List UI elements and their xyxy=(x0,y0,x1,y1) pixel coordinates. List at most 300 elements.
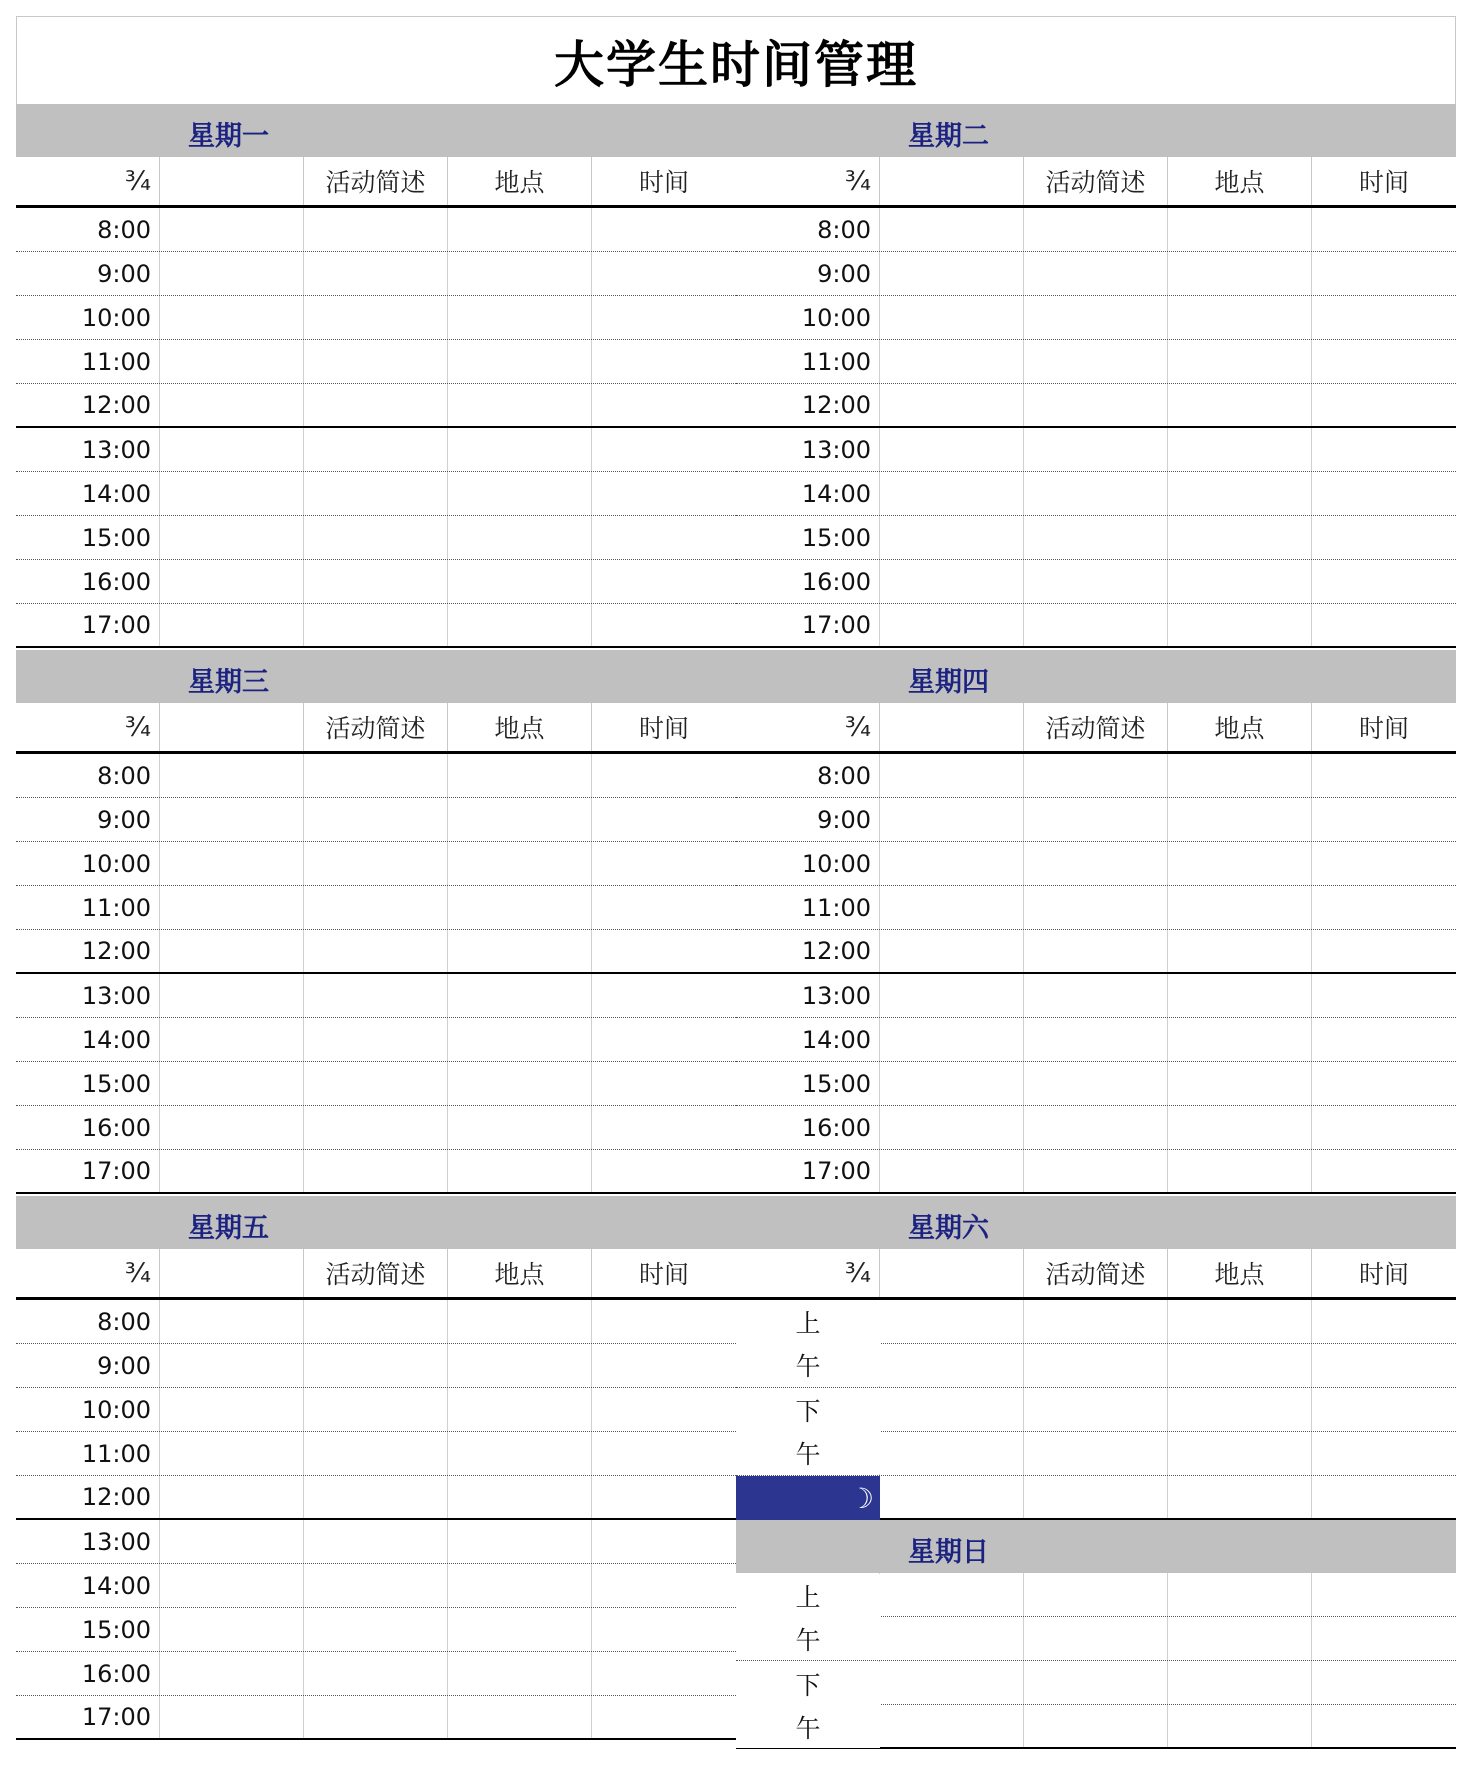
entry-cell[interactable] xyxy=(448,340,592,383)
entry-cell[interactable] xyxy=(1312,1432,1456,1475)
column-header-row xyxy=(16,157,736,208)
entry-cell[interactable] xyxy=(1312,1062,1456,1105)
entry-cell[interactable] xyxy=(1168,886,1312,929)
entry-cell[interactable] xyxy=(1024,842,1168,885)
entry-cell[interactable] xyxy=(1024,1106,1168,1149)
entry-cell[interactable] xyxy=(448,1106,592,1149)
entry-cell[interactable] xyxy=(1312,1661,1456,1704)
entry-cell[interactable] xyxy=(304,1652,448,1695)
entry-cell[interactable] xyxy=(880,340,1024,383)
entry-cell[interactable] xyxy=(1024,1705,1168,1747)
entry-cell[interactable] xyxy=(160,1608,304,1651)
entry-cell[interactable] xyxy=(1024,1018,1168,1061)
entry-cell[interactable] xyxy=(304,296,448,339)
entry-cell[interactable] xyxy=(448,974,592,1017)
entry-cell[interactable] xyxy=(592,974,736,1017)
time-label: 11:00 xyxy=(16,1432,160,1475)
entry-cell[interactable] xyxy=(1168,1476,1312,1518)
entry-cell[interactable] xyxy=(1312,604,1456,646)
entry-cell[interactable] xyxy=(592,428,736,471)
entry-cell[interactable] xyxy=(880,208,1024,251)
entry-cell[interactable] xyxy=(880,516,1024,559)
entry-cell[interactable] xyxy=(448,296,592,339)
entry-cell[interactable] xyxy=(880,798,1024,841)
day-block-wed xyxy=(16,650,736,1194)
entry-cell[interactable] xyxy=(1312,1344,1456,1387)
entry-cell[interactable] xyxy=(1312,1476,1456,1518)
entry-cell[interactable] xyxy=(1168,1432,1312,1475)
entry-cell[interactable] xyxy=(1168,974,1312,1017)
entry-cell[interactable] xyxy=(160,1062,304,1105)
entry-cell[interactable] xyxy=(1024,1300,1168,1343)
entry-cell[interactable] xyxy=(1024,1344,1168,1387)
entry-cell[interactable] xyxy=(160,798,304,841)
entry-cell[interactable] xyxy=(1312,428,1456,471)
entry-cell[interactable] xyxy=(448,1018,592,1061)
entry-cell[interactable] xyxy=(880,252,1024,295)
entry-cell[interactable] xyxy=(160,296,304,339)
entry-cell[interactable] xyxy=(880,296,1024,339)
entry-cell[interactable] xyxy=(448,428,592,471)
entry-cell[interactable] xyxy=(304,1018,448,1061)
entry-cell[interactable] xyxy=(1024,296,1168,339)
entry-cell[interactable] xyxy=(880,930,1024,972)
entry-cell[interactable] xyxy=(1168,252,1312,295)
entry-cell[interactable] xyxy=(880,1106,1024,1149)
entry-cell[interactable] xyxy=(1312,754,1456,797)
column-time: 时间 xyxy=(1358,714,1409,743)
entry-cell[interactable] xyxy=(1168,1617,1312,1660)
entry-cell[interactable] xyxy=(592,1520,736,1563)
time-row xyxy=(736,472,1456,516)
entry-cell[interactable] xyxy=(1024,1476,1168,1518)
entry-cell[interactable] xyxy=(304,1564,448,1607)
entry-cell[interactable] xyxy=(448,208,592,251)
entry-cell[interactable] xyxy=(592,296,736,339)
entry-cell[interactable] xyxy=(448,384,592,426)
entry-cell[interactable] xyxy=(304,208,448,251)
column-header-row xyxy=(736,157,1456,208)
entry-cell[interactable] xyxy=(1312,208,1456,251)
entry-cell[interactable] xyxy=(1312,930,1456,972)
entry-cell[interactable] xyxy=(448,930,592,972)
entry-cell[interactable] xyxy=(1312,252,1456,295)
entry-cell[interactable] xyxy=(592,1062,736,1105)
entry-cell[interactable] xyxy=(304,604,448,646)
time-label: 9:00 xyxy=(16,1344,160,1387)
entry-cell[interactable] xyxy=(1168,1661,1312,1704)
time-row xyxy=(736,1150,1456,1194)
entry-cell[interactable] xyxy=(592,1388,736,1431)
entry-cell[interactable] xyxy=(160,1300,304,1343)
entry-cell[interactable] xyxy=(448,886,592,929)
time-row xyxy=(16,754,736,798)
entry-cell[interactable] xyxy=(592,604,736,646)
entry-cell[interactable] xyxy=(160,886,304,929)
time-row xyxy=(16,1564,736,1608)
column-fraction: ¾ xyxy=(736,1249,880,1297)
entry-cell[interactable] xyxy=(1168,842,1312,885)
entry-cell[interactable] xyxy=(880,1150,1024,1192)
time-row xyxy=(16,1476,736,1520)
entry-cell[interactable] xyxy=(1168,1018,1312,1061)
entry-cell[interactable] xyxy=(304,384,448,426)
entry-cell[interactable] xyxy=(160,472,304,515)
entry-cell[interactable] xyxy=(304,1520,448,1563)
entry-cell[interactable] xyxy=(448,1344,592,1387)
entry-cell[interactable] xyxy=(160,1106,304,1149)
day-title: 星期一 xyxy=(188,121,269,152)
entry-cell[interactable] xyxy=(592,842,736,885)
entry-cell[interactable] xyxy=(1024,1617,1168,1660)
entry-cell[interactable] xyxy=(448,1608,592,1651)
entry-cell[interactable] xyxy=(304,886,448,929)
entry-cell[interactable] xyxy=(160,1696,304,1738)
entry-cell[interactable] xyxy=(880,604,1024,646)
time-row xyxy=(16,340,736,384)
entry-cell[interactable] xyxy=(880,1018,1024,1061)
entry-cell[interactable] xyxy=(160,516,304,559)
entry-cell[interactable] xyxy=(1168,1106,1312,1149)
time-row xyxy=(16,1344,736,1388)
entry-cell[interactable] xyxy=(1024,798,1168,841)
entry-cell[interactable] xyxy=(160,1344,304,1387)
entry-cell[interactable] xyxy=(592,1476,736,1518)
entry-cell[interactable] xyxy=(592,1150,736,1192)
time-label: 14:00 xyxy=(16,472,160,515)
entry-cell[interactable] xyxy=(592,886,736,929)
entry-cell[interactable] xyxy=(880,1617,1024,1660)
entry-cell[interactable] xyxy=(160,754,304,797)
entry-cell[interactable] xyxy=(448,604,592,646)
ampm-char: 上 xyxy=(795,1308,821,1338)
entry-cell[interactable] xyxy=(160,1476,304,1518)
entry-cell[interactable] xyxy=(1312,1617,1456,1660)
entry-cell[interactable] xyxy=(880,1432,1024,1475)
entry-cell[interactable] xyxy=(1312,842,1456,885)
entry-cell[interactable] xyxy=(592,930,736,972)
time-label: 12:00 xyxy=(16,930,160,972)
entry-cell[interactable] xyxy=(1168,472,1312,515)
entry-cell[interactable] xyxy=(304,798,448,841)
entry-cell[interactable] xyxy=(592,1106,736,1149)
entry-cell[interactable] xyxy=(160,974,304,1017)
entry-cell[interactable] xyxy=(1024,384,1168,426)
entry-cell[interactable] xyxy=(1024,1388,1168,1431)
time-label: 12:00 xyxy=(736,930,880,972)
time-label: 9:00 xyxy=(16,798,160,841)
ampm-char: 午 xyxy=(795,1713,821,1743)
entry-cell[interactable] xyxy=(1168,516,1312,559)
time-row xyxy=(736,886,1456,930)
entry-cell[interactable] xyxy=(1024,604,1168,646)
time-label: 15:00 xyxy=(736,516,880,559)
entry-cell[interactable] xyxy=(592,472,736,515)
entry-cell[interactable] xyxy=(304,516,448,559)
entry-cell[interactable] xyxy=(304,1696,448,1738)
entry-cell[interactable] xyxy=(880,1388,1024,1431)
column-blank xyxy=(880,703,1024,751)
day-header xyxy=(736,104,1456,157)
entry-cell[interactable] xyxy=(1024,886,1168,929)
entry-cell[interactable] xyxy=(880,974,1024,1017)
entry-cell[interactable] xyxy=(1024,754,1168,797)
entry-cell[interactable] xyxy=(592,1432,736,1475)
entry-cell[interactable] xyxy=(448,516,592,559)
time-row xyxy=(736,1062,1456,1106)
time-label: 8:00 xyxy=(16,1300,160,1343)
entry-cell[interactable] xyxy=(304,1300,448,1343)
entry-cell[interactable] xyxy=(1168,1150,1312,1192)
entry-cell[interactable] xyxy=(304,1388,448,1431)
entry-cell[interactable] xyxy=(304,252,448,295)
entry-cell[interactable] xyxy=(304,340,448,383)
entry-cell[interactable] xyxy=(880,1573,1024,1616)
entry-cell[interactable] xyxy=(448,1062,592,1105)
entry-cell[interactable] xyxy=(1024,252,1168,295)
entry-cell[interactable] xyxy=(1168,1062,1312,1105)
day-title: 星期日 xyxy=(908,1537,989,1568)
time-label: 13:00 xyxy=(16,974,160,1017)
entry-cell[interactable] xyxy=(1168,428,1312,471)
column-blank xyxy=(880,1249,1024,1297)
entry-cell[interactable] xyxy=(160,1388,304,1431)
timetable-sheet xyxy=(16,16,1456,1750)
entry-cell[interactable] xyxy=(160,384,304,426)
entry-cell[interactable] xyxy=(1024,1573,1168,1616)
entry-cell[interactable] xyxy=(1312,1705,1456,1747)
time-label: 13:00 xyxy=(736,428,880,471)
entry-cell[interactable] xyxy=(880,842,1024,885)
entry-cell[interactable] xyxy=(304,1344,448,1387)
entry-cell[interactable] xyxy=(1168,296,1312,339)
entry-cell[interactable] xyxy=(160,1018,304,1061)
entry-cell[interactable] xyxy=(1168,208,1312,251)
entry-cell[interactable] xyxy=(304,428,448,471)
entry-cell[interactable] xyxy=(160,1520,304,1563)
entry-cell[interactable] xyxy=(880,472,1024,515)
entry-cell[interactable] xyxy=(304,560,448,603)
entry-cell[interactable] xyxy=(160,1150,304,1192)
entry-cell[interactable] xyxy=(160,340,304,383)
entry-cell[interactable] xyxy=(304,1432,448,1475)
column-activity: 活动简述 xyxy=(1024,1249,1168,1297)
column-activity: 活动简述 xyxy=(304,157,448,205)
entry-cell[interactable] xyxy=(880,754,1024,797)
column-activity: 活动简述 xyxy=(304,1249,448,1297)
entry-cell[interactable] xyxy=(1168,560,1312,603)
entry-cell[interactable] xyxy=(160,428,304,471)
day-header xyxy=(736,650,1456,703)
entry-cell[interactable] xyxy=(304,974,448,1017)
entry-cell[interactable] xyxy=(448,754,592,797)
column-activity: 活动简述 xyxy=(304,703,448,751)
entry-cell[interactable] xyxy=(1024,428,1168,471)
entry-cell[interactable] xyxy=(1024,1661,1168,1704)
day-header xyxy=(16,104,736,157)
entry-cell[interactable] xyxy=(880,1705,1024,1747)
entry-cell[interactable] xyxy=(1168,798,1312,841)
time-row xyxy=(736,560,1456,604)
entry-cell[interactable] xyxy=(592,1564,736,1607)
time-label: 8:00 xyxy=(16,208,160,251)
entry-cell[interactable] xyxy=(448,1388,592,1431)
entry-cell[interactable] xyxy=(1312,472,1456,515)
time-row xyxy=(736,428,1456,472)
entry-cell[interactable] xyxy=(304,754,448,797)
entry-cell[interactable] xyxy=(1024,930,1168,972)
time-row xyxy=(16,560,736,604)
time-row xyxy=(736,754,1456,798)
entry-cell[interactable] xyxy=(160,842,304,885)
entry-cell[interactable] xyxy=(448,798,592,841)
entry-cell[interactable] xyxy=(1312,886,1456,929)
entry-cell[interactable] xyxy=(1312,1106,1456,1149)
day-block-mon xyxy=(16,104,736,648)
entry-cell[interactable] xyxy=(1168,1705,1312,1747)
entry-cell[interactable] xyxy=(592,1652,736,1695)
entry-cell[interactable] xyxy=(592,208,736,251)
entry-cell[interactable] xyxy=(880,1476,1024,1518)
column-blank xyxy=(880,157,1024,205)
entry-cell[interactable] xyxy=(880,1300,1024,1343)
entry-cell[interactable] xyxy=(592,1344,736,1387)
entry-cell[interactable] xyxy=(592,1696,736,1738)
entry-cell[interactable] xyxy=(1168,604,1312,646)
entry-cell[interactable] xyxy=(304,1106,448,1149)
entry-cell[interactable] xyxy=(1312,1300,1456,1343)
day-title: 星期五 xyxy=(188,1213,269,1244)
entry-cell[interactable] xyxy=(448,1150,592,1192)
column-header-row xyxy=(736,1249,1456,1300)
entry-cell[interactable] xyxy=(1168,384,1312,426)
entry-cell[interactable] xyxy=(1312,1573,1456,1616)
day-block-fri xyxy=(16,1196,736,1740)
time-label: 14:00 xyxy=(16,1564,160,1607)
entry-cell[interactable] xyxy=(592,384,736,426)
entry-cell[interactable] xyxy=(448,1520,592,1563)
entry-cell[interactable] xyxy=(1024,208,1168,251)
entry-cell[interactable] xyxy=(448,472,592,515)
time-row xyxy=(16,1018,736,1062)
entry-cell[interactable] xyxy=(448,1564,592,1607)
entry-cell[interactable] xyxy=(160,930,304,972)
entry-cell[interactable] xyxy=(160,252,304,295)
entry-cell[interactable] xyxy=(880,384,1024,426)
entry-cell[interactable] xyxy=(160,560,304,603)
entry-cell[interactable] xyxy=(304,1476,448,1518)
time-label: 14:00 xyxy=(736,472,880,515)
entry-cell[interactable] xyxy=(448,560,592,603)
entry-cell[interactable] xyxy=(1312,340,1456,383)
entry-cell[interactable] xyxy=(1168,754,1312,797)
entry-cell[interactable] xyxy=(1024,472,1168,515)
entry-cell[interactable] xyxy=(1312,798,1456,841)
entry-cell[interactable] xyxy=(1168,1388,1312,1431)
time-label: 16:00 xyxy=(16,1106,160,1149)
entry-cell[interactable] xyxy=(448,1300,592,1343)
entry-cell[interactable] xyxy=(1312,1150,1456,1192)
entry-cell[interactable] xyxy=(448,252,592,295)
entry-cell[interactable] xyxy=(880,886,1024,929)
entry-cell[interactable] xyxy=(592,252,736,295)
entry-cell[interactable] xyxy=(592,1608,736,1651)
time-label: 10:00 xyxy=(16,296,160,339)
time-row xyxy=(16,472,736,516)
entry-cell[interactable] xyxy=(448,1432,592,1475)
column-activity: 活动简述 xyxy=(1024,157,1168,205)
entry-cell[interactable] xyxy=(160,604,304,646)
entry-cell[interactable] xyxy=(1168,1344,1312,1387)
entry-cell[interactable] xyxy=(448,1652,592,1695)
entry-cell[interactable] xyxy=(1024,1062,1168,1105)
time-label: 12:00 xyxy=(16,1476,160,1518)
time-row xyxy=(16,428,736,472)
time-row xyxy=(16,842,736,886)
entry-cell[interactable] xyxy=(1024,340,1168,383)
entry-cell[interactable] xyxy=(1168,1300,1312,1343)
entry-cell[interactable] xyxy=(1168,340,1312,383)
entry-cell[interactable] xyxy=(304,930,448,972)
day-block-thu xyxy=(736,650,1456,1194)
entry-cell[interactable] xyxy=(1312,296,1456,339)
entry-cell[interactable] xyxy=(880,560,1024,603)
time-row xyxy=(16,252,736,296)
entry-cell[interactable] xyxy=(880,1344,1024,1387)
entry-cell[interactable] xyxy=(1168,930,1312,972)
entry-cell[interactable] xyxy=(304,1062,448,1105)
entry-cell[interactable] xyxy=(1024,974,1168,1017)
entry-cell[interactable] xyxy=(448,842,592,885)
entry-cell[interactable] xyxy=(592,798,736,841)
entry-cell[interactable] xyxy=(1312,384,1456,426)
entry-cell[interactable] xyxy=(304,842,448,885)
entry-cell[interactable] xyxy=(592,340,736,383)
entry-cell[interactable] xyxy=(1024,1150,1168,1192)
entry-cell[interactable] xyxy=(880,1661,1024,1704)
entry-cell[interactable] xyxy=(1312,1388,1456,1431)
entry-cell[interactable] xyxy=(160,1652,304,1695)
entry-cell[interactable] xyxy=(592,516,736,559)
entry-cell[interactable] xyxy=(160,208,304,251)
entry-cell[interactable] xyxy=(1024,516,1168,559)
entry-cell[interactable] xyxy=(592,560,736,603)
column-time: 时间 xyxy=(1358,168,1409,197)
entry-cell[interactable] xyxy=(880,428,1024,471)
entry-cell[interactable] xyxy=(160,1564,304,1607)
entry-cell[interactable] xyxy=(160,1432,304,1475)
entry-cell[interactable] xyxy=(1312,560,1456,603)
entry-cell[interactable] xyxy=(304,1150,448,1192)
entry-cell[interactable] xyxy=(448,1696,592,1738)
entry-cell[interactable] xyxy=(304,1608,448,1651)
column-time: 时间 xyxy=(1358,1260,1409,1289)
time-label: 16:00 xyxy=(16,560,160,603)
entry-cell[interactable] xyxy=(880,1062,1024,1105)
entry-cell[interactable] xyxy=(1312,1018,1456,1061)
entry-cell[interactable] xyxy=(1024,560,1168,603)
entry-cell[interactable] xyxy=(592,754,736,797)
entry-cell[interactable] xyxy=(592,1018,736,1061)
entry-cell[interactable] xyxy=(1312,974,1456,1017)
entry-cell[interactable] xyxy=(1024,1432,1168,1475)
entry-cell[interactable] xyxy=(592,1300,736,1343)
entry-cell[interactable] xyxy=(304,472,448,515)
entry-cell[interactable] xyxy=(1312,516,1456,559)
entry-cell[interactable] xyxy=(1168,1573,1312,1616)
entry-cell[interactable] xyxy=(448,1476,592,1518)
title-box xyxy=(16,16,1456,104)
